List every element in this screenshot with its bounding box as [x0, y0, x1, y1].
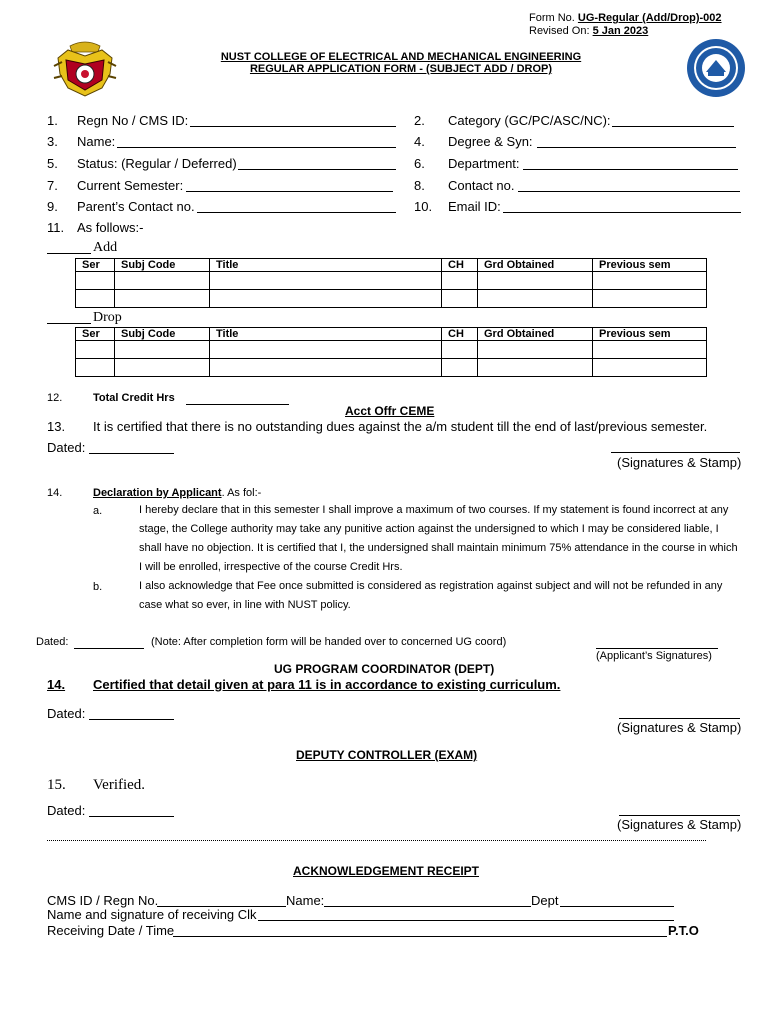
field-num: 9.	[47, 199, 58, 214]
credit-num: 12.	[47, 392, 63, 404]
form-no-value: UG-Regular (Add/Drop)-002	[577, 12, 722, 24]
field-num: 11.	[47, 220, 65, 235]
ug-coord-heading: UG PROGRAM COORDINATOR (DEPT)	[274, 662, 495, 676]
field-num: 10.	[414, 199, 433, 214]
declaration-dated-label: Dated:	[36, 636, 69, 648]
ug-coord-dated-field[interactable]	[89, 719, 174, 720]
col-ser: Ser	[76, 259, 115, 272]
declaration-note: (Note: After completion form will be handed over to concerned UG coord)	[151, 636, 507, 648]
ack-dept-label: Dept	[531, 893, 559, 908]
col-subj-code: Subj Code	[115, 259, 210, 272]
field-num: 5.	[47, 156, 58, 171]
status-field[interactable]	[238, 169, 396, 170]
acct-num: 13.	[47, 419, 66, 434]
revised-label: Revised On:	[529, 25, 590, 37]
form-no-label: Form No.	[529, 12, 575, 24]
form-number	[529, 12, 722, 24]
field-num: 8.	[414, 178, 425, 193]
field-num: 6.	[414, 156, 425, 171]
ack-receiving-clk-label: Name and signature of receiving Clk	[47, 907, 257, 922]
declaration-heading-line	[93, 487, 261, 499]
revised-value: 5 Jan 2023	[592, 25, 649, 37]
contact-no-label: Contact no.	[448, 178, 515, 193]
col-subj-code: Subj Code	[115, 328, 210, 341]
declaration-suffix: . As fol:-	[221, 487, 262, 499]
declaration-item-a: I hereby declare that in this semester I shall improve a maximum of two courses. If my statement is found incorrect at any stage, the College authority may take any punitive action against the undersigned to which I may be considered liable, I shall have no objection. It is certified that I, the undersigned shall maintain minimum 75% attendance in the course in which I will be enrolled, irrespective of the course Credit Hrs.	[139, 504, 738, 573]
field-num: 3.	[47, 134, 58, 149]
ack-cms-label: CMS ID / Regn No.	[47, 893, 159, 908]
degree-syn-label: Degree & Syn:	[448, 134, 533, 149]
table-row[interactable]	[76, 272, 707, 290]
declaration-item-mark: a.	[93, 505, 103, 517]
current-semester-label: Current Semester:	[77, 178, 184, 193]
acct-certification-text: It is certified that there is no outstanding dues against the a/m student till the end of last/previous semester.	[93, 419, 708, 434]
deputy-dated-field[interactable]	[89, 816, 174, 817]
parent-contact-label: Parent’s Contact no.	[77, 199, 195, 214]
col-title: Title	[210, 259, 442, 272]
department-field[interactable]	[523, 169, 738, 170]
add-label: Add	[93, 240, 118, 255]
acct-signature-label: (Signatures & Stamp)	[617, 455, 742, 470]
current-semester-field[interactable]	[186, 191, 393, 192]
acct-dated-field[interactable]	[89, 453, 174, 454]
applicant-signature-label: (Applicant’s Signatures)	[596, 650, 712, 662]
department-label: Department:	[448, 156, 520, 171]
total-credit-field[interactable]	[186, 404, 289, 405]
field-num: 1.	[47, 113, 58, 128]
col-previous-sem: Previous sem	[593, 259, 707, 272]
declaration-dated-field[interactable]	[74, 648, 144, 649]
declaration-num: 14.	[47, 487, 63, 499]
drop-checkbox-line[interactable]	[47, 323, 91, 324]
col-grd-obtained: Grd Obtained	[478, 259, 593, 272]
cut-line-divider	[47, 840, 706, 841]
ack-dept-field[interactable]	[560, 906, 674, 907]
ug-coord-signature-line[interactable]	[619, 718, 740, 719]
ug-coord-signature-label: (Signatures & Stamp)	[617, 720, 742, 735]
field-num: 2.	[414, 113, 425, 128]
acct-signature-line[interactable]	[611, 452, 740, 453]
ack-receiving-date-field[interactable]	[173, 936, 667, 937]
declaration-item-mark: b.	[93, 581, 103, 593]
degree-syn-field[interactable]	[537, 147, 736, 148]
col-grd-obtained: Grd Obtained	[478, 328, 593, 341]
applicant-signature-line[interactable]	[596, 648, 718, 649]
contact-no-field[interactable]	[518, 191, 740, 192]
as-follows-label: As follows:-	[77, 220, 144, 235]
total-credit-label: Total Credit Hrs	[93, 392, 175, 404]
name-field[interactable]	[117, 147, 396, 148]
email-field[interactable]	[503, 212, 741, 213]
ack-receiving-clk-field[interactable]	[258, 920, 674, 921]
col-ser: Ser	[76, 328, 115, 341]
ug-coord-dated-label: Dated:	[47, 706, 86, 721]
col-ch: CH	[442, 328, 478, 341]
regn-no-field[interactable]	[190, 126, 396, 127]
category-field[interactable]	[612, 126, 734, 127]
revised-date	[529, 25, 648, 37]
regn-no-label: Regn No / CMS ID:	[77, 113, 189, 128]
table-row[interactable]	[76, 359, 707, 377]
ack-receipt-heading: ACKNOWLEDGEMENT RECEIPT	[293, 864, 479, 878]
ug-coord-text: Certified that detail given at para 11 is in accordance to existing curriculum.	[93, 677, 561, 692]
declaration-heading: Declaration by Applicant	[93, 487, 222, 499]
drop-subject-table	[75, 327, 707, 377]
field-num: 7.	[47, 178, 58, 193]
email-label: Email ID:	[448, 199, 501, 214]
add-checkbox-line[interactable]	[47, 253, 91, 254]
acct-dated-label: Dated:	[47, 440, 86, 455]
col-ch: CH	[442, 259, 478, 272]
add-subject-table	[75, 258, 707, 308]
deputy-num: 15.	[47, 777, 66, 793]
field-num: 4.	[414, 134, 425, 149]
col-previous-sem: Previous sem	[593, 328, 707, 341]
ack-name-field[interactable]	[324, 906, 531, 907]
table-row[interactable]	[76, 341, 707, 359]
category-label: Category (GC/PC/ASC/NC):	[448, 113, 611, 128]
acct-offr-heading: Acct Offr CEME	[345, 404, 435, 418]
form-title: REGULAR APPLICATION FORM - (SUBJECT ADD / DROP)	[249, 63, 553, 75]
declaration-item-b: I also acknowledge that Fee once submitted is considered as registration against subject and will not be refunded in any case what so ever, in line with NUST policy.	[139, 580, 723, 611]
college-name: NUST COLLEGE OF ELECTRICAL AND MECHANICAL ENGINEERING	[220, 51, 582, 63]
parent-contact-field[interactable]	[197, 212, 396, 213]
ack-receiving-date-label: Receiving Date / Time	[47, 923, 175, 938]
pto-label: P.T.O	[668, 923, 699, 938]
ack-name-label: Name:	[286, 893, 325, 908]
deputy-signature-line[interactable]	[619, 815, 740, 816]
deputy-verified-text: Verified.	[93, 777, 146, 793]
col-title: Title	[210, 328, 442, 341]
drop-label: Drop	[93, 310, 122, 325]
deputy-signature-label: (Signatures & Stamp)	[617, 817, 742, 832]
name-label: Name:	[77, 134, 116, 149]
deputy-controller-heading: DEPUTY CONTROLLER (EXAM)	[296, 748, 478, 762]
ug-coord-num: 14.	[47, 677, 66, 692]
deputy-dated-label: Dated:	[47, 803, 86, 818]
status-label: Status: (Regular / Deferred)	[77, 156, 237, 171]
table-row[interactable]	[76, 290, 707, 308]
